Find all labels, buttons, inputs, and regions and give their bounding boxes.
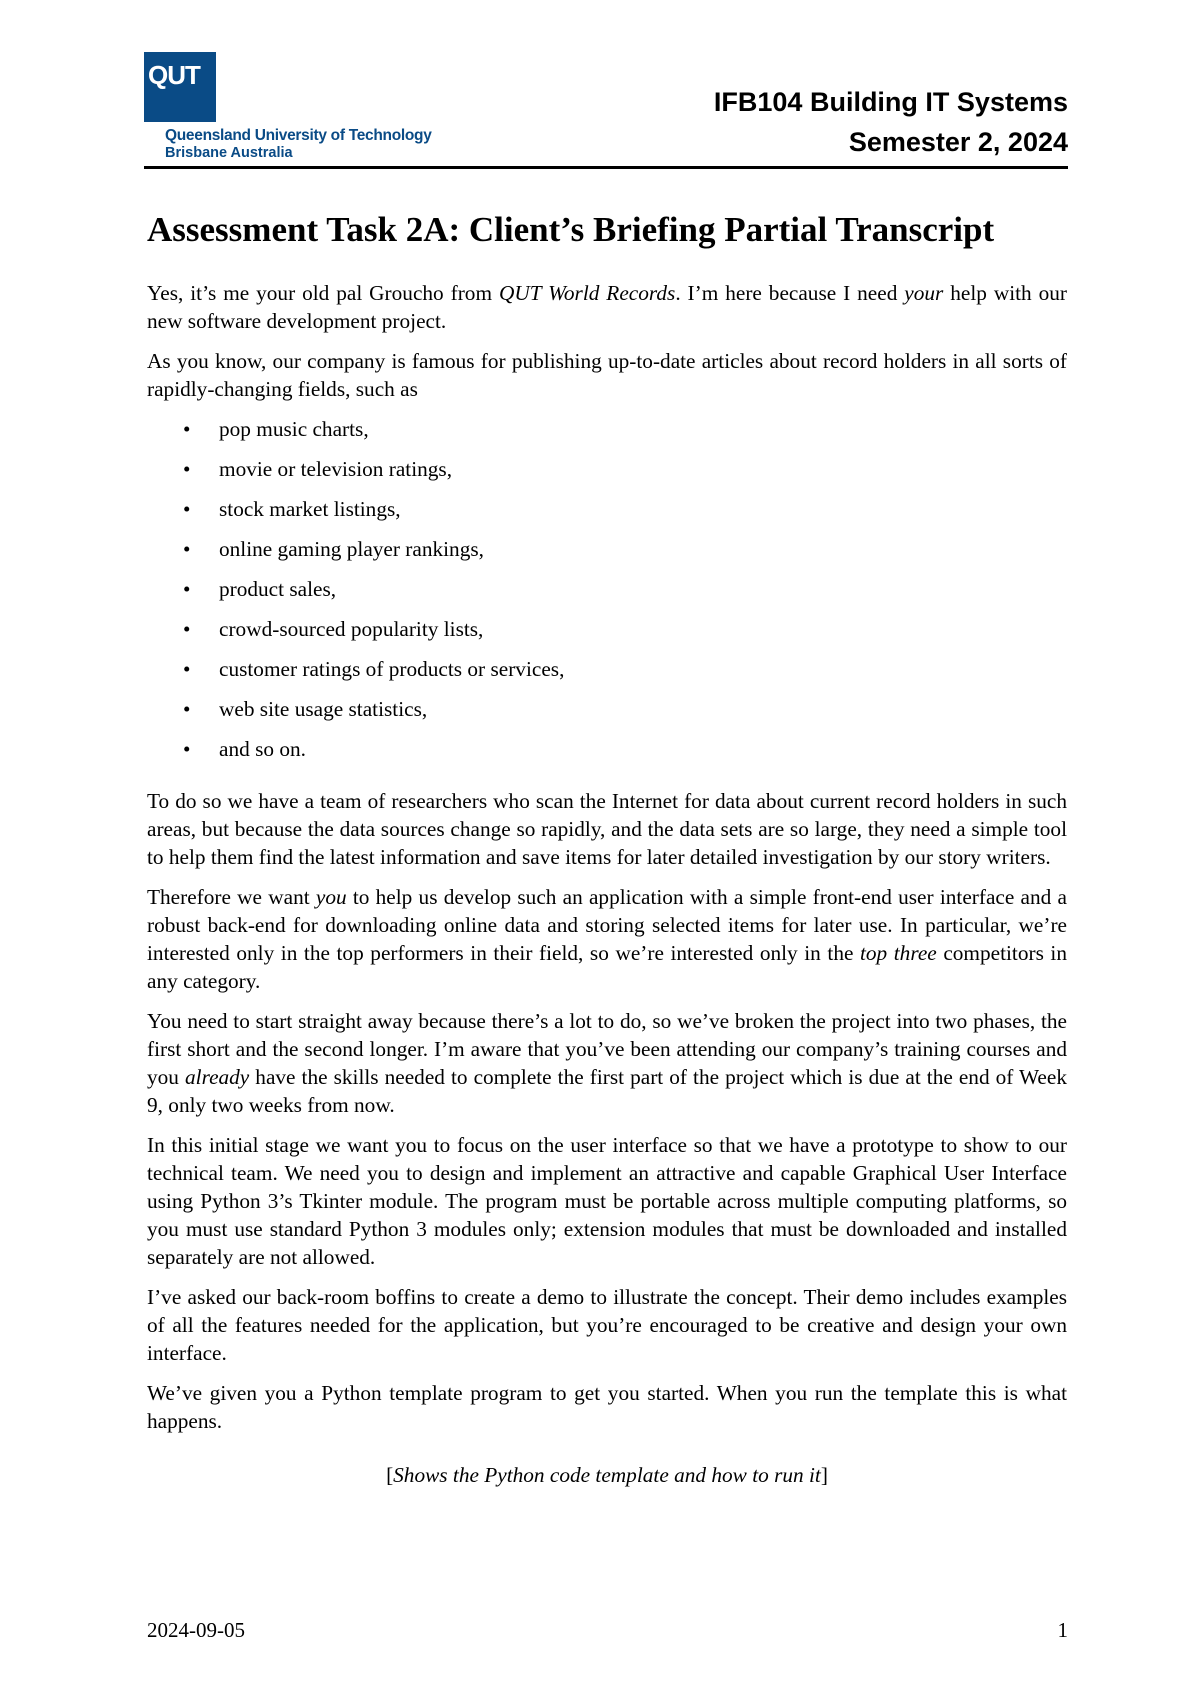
paragraph-company: As you know, our company is famous for publishing up-to-date articles about record holders in all sorts of rapidly-changing fields, such as bbox=[147, 349, 1067, 401]
paragraph-intro: Yes, it’s me your old pal Groucho from QUT World Records. I’m here because I need your help with our new software development project. bbox=[147, 281, 1068, 333]
paragraph-researchers: To do so we have a team of researchers who scan the Internet for data about current record holders in such areas, but because the data sources change so rapidly, and the data sets are so large, they need a simple tool to help them find the latest information and save items for later detailed investigation by our story writers. bbox=[147, 789, 1067, 869]
list-item: • stock market listings, bbox=[183, 497, 401, 521]
paragraph-phases: You need to start straight away because there’s a lot to do, so we’ve broken the project into two phases, the first short and the second longer. I’m aware that you’ve been attending our company’s training courses and you already have the skills needed to complete the first part of the project which is due at the end of Week 9, only two weeks from now. bbox=[147, 1009, 1067, 1117]
list-item: • movie or television ratings, bbox=[183, 457, 453, 481]
bullet-icon: • bbox=[183, 697, 191, 721]
university-name: Queensland University of Technology bbox=[165, 127, 432, 144]
transcript-body bbox=[147, 279, 1067, 1501]
list-item: • and so on. bbox=[183, 737, 306, 761]
bullet-icon: • bbox=[183, 657, 191, 681]
list-item: • customer ratings of products or services, bbox=[183, 657, 565, 681]
header-divider bbox=[144, 166, 1068, 169]
bullet-icon: • bbox=[183, 537, 191, 561]
stage-direction: [Shows the Python code template and how to run it] bbox=[386, 1463, 828, 1487]
bullet-icon: • bbox=[183, 417, 191, 441]
bullet-icon: • bbox=[183, 497, 191, 521]
semester-label: Semester 2, 2024 bbox=[848, 127, 1068, 157]
paragraph-request: Therefore we want you to help us develop such an application with a simple front-end user interface and a robust back-end for downloading online data and storing selected items for later use. In particular, we’re interested only in the top performers in their field, so we’re interested only in the top three competitors in any category. bbox=[147, 885, 1068, 993]
list-item: • product sales, bbox=[183, 577, 337, 601]
bullet-icon: • bbox=[183, 737, 191, 761]
paragraph-template: We’ve given you a Python template program to get you started. When you run the template this is what happens. bbox=[147, 1381, 1067, 1433]
footer-date: 2024-09-05 bbox=[147, 1618, 245, 1642]
list-item: • pop music charts, bbox=[183, 417, 369, 441]
course-title: IFB104 Building IT Systems bbox=[713, 87, 1068, 117]
page-title: Assessment Task 2A: Client’s Briefing Partial Transcript bbox=[147, 210, 995, 249]
bullet-icon: • bbox=[183, 457, 191, 481]
list-item: • crowd-sourced popularity lists, bbox=[183, 617, 484, 641]
logo-text: QUT bbox=[148, 60, 200, 90]
paragraph-demo: I’ve asked our back-room boffins to create a demo to illustrate the concept. Their demo includes examples of all the features needed for the application, but you’re encouraged to be creative and design your own interface. bbox=[147, 1285, 1067, 1365]
page-number: 1 bbox=[1057, 1618, 1068, 1642]
paragraph-gui: In this initial stage we want you to focus on the user interface so that we have a prototype to show to our technical team. We need you to design and implement an attractive and capable Graphical User Interface using Python 3’s Tkinter module. The program must be portable across multiple computing platforms, so you must use standard Python 3 modules only; extension modules that must be downloaded and installed separately are not allowed. bbox=[147, 1133, 1067, 1269]
university-location: Brisbane Australia bbox=[165, 145, 293, 161]
list-item: • online gaming player rankings, bbox=[183, 537, 484, 561]
course-header bbox=[714, 82, 1068, 162]
bullet-icon: • bbox=[183, 617, 191, 641]
bullet-icon: • bbox=[183, 577, 191, 601]
list-item: • web site usage statistics, bbox=[183, 697, 428, 721]
fields-list bbox=[147, 415, 1067, 775]
qut-logo bbox=[144, 52, 216, 122]
